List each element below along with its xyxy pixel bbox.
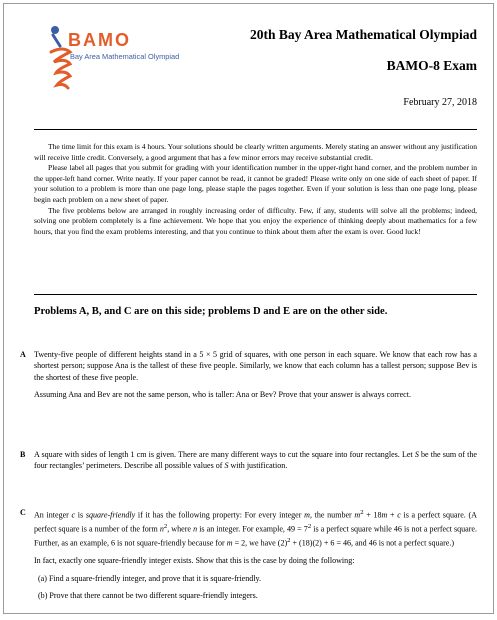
math-var: c (397, 510, 401, 520)
logo-wordmark: BAMO (68, 30, 131, 50)
problem-body (34, 507, 477, 601)
text-span: with justification. (228, 461, 288, 471)
exam-date: February 27, 2018 (403, 97, 477, 108)
instruction-paragraph: The time limit for this exam is 4 hours. Your solutions should be clearly written arguments. Merely stating an answer without any justification will receive little credit. Conversely, a good argument that has a few minor errors may receive substantial credit. (34, 142, 477, 162)
text-span: is a perfect square. (A perfect square is a number of the form (34, 510, 477, 534)
problem-letter: B (20, 450, 26, 459)
problem-letter: A (20, 350, 26, 359)
problem-paragraph: Assuming Ana and Bev are not the same person, who is taller: Ana or Bev? Prove that your answer is always correct. (34, 390, 411, 400)
exponent: 2 (360, 509, 364, 516)
math-var: c (71, 510, 76, 520)
math-var: S (414, 450, 419, 459)
text-span: is a perfect square while 46 is not a perfect square. Further, as an example, 6 is not square-friendly because for (34, 524, 477, 548)
math-var: m (304, 510, 310, 520)
olympiad-title: 20th Bay Area Mathematical Olympiad (250, 27, 477, 42)
divider-bottom (34, 294, 477, 295)
text-span: An integer (34, 510, 72, 520)
exam-page (3, 3, 494, 614)
bamo-logo (48, 22, 198, 94)
problem-paragraph (34, 507, 477, 549)
logo-subtitle: Bay Area Mathematical Olympiad (70, 52, 180, 61)
defined-term: square-friendly (85, 510, 136, 520)
text-span: + (387, 510, 398, 520)
math-var: n (159, 524, 164, 534)
problem-c (20, 507, 477, 601)
exponent: 2 (307, 523, 312, 531)
problem-paragraph (34, 449, 477, 472)
text-span: + 18 (363, 510, 382, 520)
text-span: = 2, we have (2) (232, 538, 288, 548)
exponent: 2 (287, 537, 291, 545)
problem-paragraph: In fact, exactly one square-friendly integer exists. Show that this is the case by doing the following: (34, 556, 355, 566)
subpart-a: (a) Find a square-friendly integer, and prove that it is square-friendly. (38, 573, 262, 583)
problem-b (20, 449, 477, 472)
math-var: m (381, 510, 388, 520)
text-span: be the sum of the four rectangles’ perimeters. Describe all possible values of (34, 450, 477, 471)
instruction-paragraph: The five problems below are arranged in roughly increasing order of difficulty. Few, if any, students will solve all the problems; indeed, solving one problem completely is a fine achievement. We hope that you enjoy the experience of thinking deeply about mathematics for a few hours, that you find the exam problems interesting, and that you continue to think about them after the exam is over. Good luck! (34, 205, 477, 236)
instruction-paragraph: Please label all pages that you submit for grading with your identification number in the upper-right hand corner, and the problem number in the upper-left hand corner. Write neatly. If your paper cannot be read, it cannot be graded! Please write only on one side of each sheet of paper. If your solution to a problem is more than one page long, please staple the pages together. Even if your solution is less than one page long, please begin each problem on a new sheet of paper. (34, 163, 477, 204)
text-span: is an integer. For example, 49 = 7 (197, 524, 308, 534)
problem-body (34, 449, 477, 472)
instructions (34, 142, 477, 237)
problem-body (34, 349, 477, 401)
math-var: m (226, 538, 233, 548)
text-span: , where (167, 524, 194, 534)
text-span: is (75, 510, 86, 520)
problem-a (20, 349, 477, 401)
math-var: m (354, 510, 361, 520)
text-span: + (18)(2) + 6 = 46, and 46 is not a perfect square.) (290, 538, 455, 548)
math-var: n (193, 524, 198, 534)
text-span: if it has the following property: For every integer (135, 510, 305, 520)
subpart-b: (b) Prove that there cannot be two different square-friendly integers. (38, 591, 258, 601)
text-span: , the number (309, 510, 355, 520)
math-var: S (224, 461, 229, 471)
exponent: 2 (163, 523, 168, 531)
divider-top (34, 129, 477, 130)
exam-name: BAMO-8 Exam (386, 58, 477, 73)
text-span: A square with sides of length 1 cm is given. There are many different ways to cut the square into four rectangles. Let (34, 450, 415, 459)
problem-letter: C (20, 508, 26, 517)
problem-paragraph: Twenty-five people of different heights stand in a 5 × 5 grid of squares, with one person in each square. We know that each row has a shortest person; suppose Ana is the tallest of these five people. Similarly, we know that each column has a tallest person; suppose Bev is the shortest of these five people. (34, 350, 477, 382)
sides-note: Problems A, B, and C are on this side; problems D and E are on the other side. (34, 306, 388, 317)
